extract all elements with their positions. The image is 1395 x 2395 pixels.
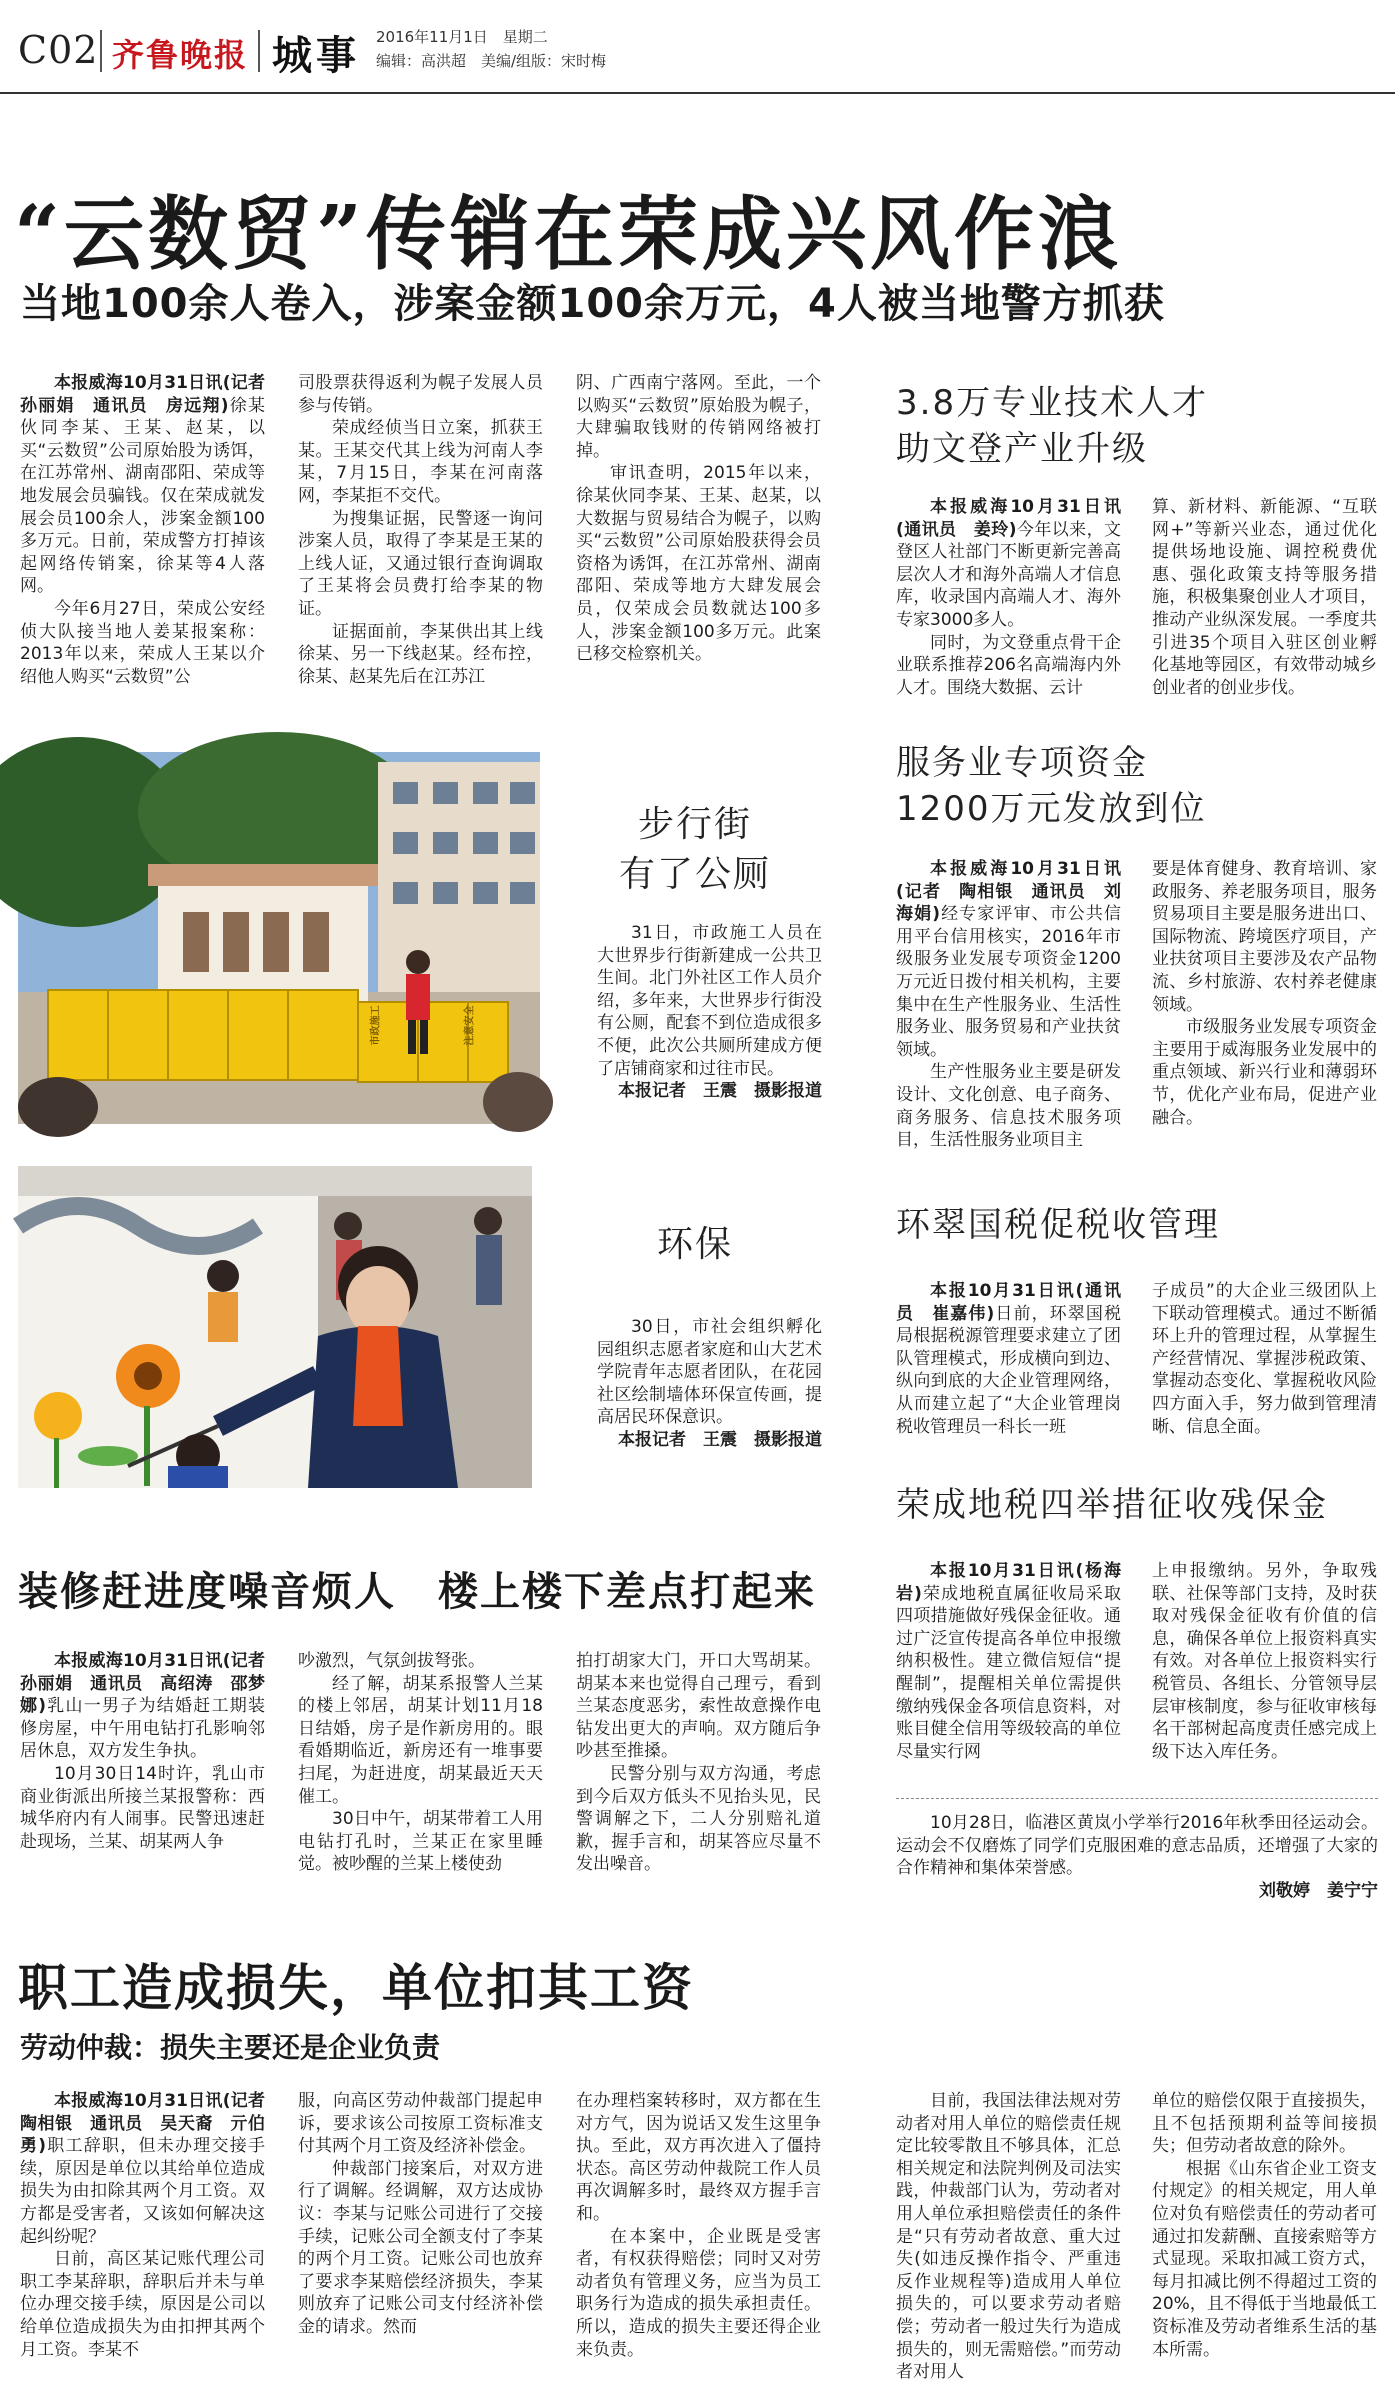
labor-col4: 目前，我国法律法规对劳动者对用人单位的赔偿责任规定比较零散且不够具体，汇总相关规定和法院判例及司法实践，仲裁部门认为，劳动者对用人单位承担赔偿责任的条件是“只有劳动者故意、重大过失(如违反操作指令、严重违反作业规程等)造成用人单位损失的，可以要求劳动者赔偿；劳动者一般过失行为造成损失的，则无需赔偿。”而劳动者对用人 (896, 2091, 1121, 2383)
labor-headline: 职工造成损失，单位扣其工资 (18, 1958, 694, 2017)
noise-col2: 吵激烈，气氛剑拔弩张。 经了解，胡某系报警人兰某的楼上邻居，胡某计划11月18日结婚，房子是作新房用的。眼看婚期临近，新房还有一堆事要扫尾，为赶进度，胡某最近天天催工。 30日中午，胡某带着工人用电钻打孔时，兰某正在家里睡觉。被吵醒的兰某上楼使劲 (298, 1651, 543, 1875)
main-headline: “云数贸”传销在荣成兴风作浪 (14, 187, 1123, 281)
noise-col3: 拍打胡家大门，开口大骂胡某。胡某本来也觉得自己理亏，看到兰某态度恶劣，索性故意操作电钻发出更大的声响。双方随后争吵甚至推搡。 民警分别与双方沟通，考虑到今后双方低头不见抬头见，民警调解之下，二人分别赔礼道歉，握手言和，胡某答应尽量不发出噪音。 (576, 1651, 821, 1875)
toilet-headline: 步行街 有了公厕 (618, 804, 771, 895)
issue-date: 2016年11月1日 星期二 (376, 28, 548, 46)
labor-col2: 服，向高区劳动仲裁部门提起申诉，要求该公司按原工资标准支付其两个月工资及经济补偿金。 仲裁部门接案后，对双方进行了调解。经调解，双方达成协议：李某与记账公司进行了交接手续，记账公司全额支付了李某的两个月工资。记账公司也放弃了要求李某赔偿经济损失，李某则放弃了记账公司支付经济补偿金的请求。然而 (298, 2091, 543, 2337)
main-story-col2: 司股票获得返利为幌子发展人员参与传销。 荣成经侦当日立案，抓获王某。王某交代其上线为河南人李某，7月15日，李某在河南落网，李某拒不交代。 为搜集证据，民警逐一询问涉案人员，取得了李某是王某的上线人证，又通过银行查询调取了王某将会员费打给李某的物证。 证据面前，李某供出其上线徐某、另一下线赵某。经布控，徐某、赵某先后在江苏江 (298, 373, 543, 687)
tax-col1: 本报10月31日讯(通讯员 崔嘉伟)日前，环翠国税局根据税源管理要求建立了团队管理模式，形成横向到边、纵向到底的大企业管理网络，从而建立起了“大企业管理岗税收管理员一科长一班 (896, 1281, 1121, 1437)
main-story-col1: 本报威海10月31日讯(记者 孙丽娟 通讯员 房远翔)徐某伙同李某、王某、赵某，以买“云数贸”公司原始股为诱饵，在江苏常州、湖南邵阳、荣成等地发展会员骗钱。仅在荣成就发展会员100余人，涉案金额100多万元。日前，荣成警方打掉该起网络传销案，徐某等4人落网。 今年6月27日，荣成公安经侦大队接当地人姜某报案称：2013年以来，荣成人王某以介绍他人购买“云数贸”公 (20, 373, 282, 687)
barrier-sign-text: 注意安全 (464, 1005, 476, 1046)
talent-col1: 本报威海10月31日讯(通讯员 姜玲)今年以来，文登区人社部门不断更新完善高层次人才和海外高端人才信息库，收录国内高端人才、海外专家3000多人。 同时，为文登重点骨干企业联系推荐206名高端海内外人才。围绕大数据、云计 (896, 497, 1122, 698)
toilet-caption: 31日，市政施工人员在大世界步行街新建成一公共卫生间。北门外社区工作人员介绍，多年来，大世界步行街没有公厕，配套不到位造成很多不便，此次公共厕所建成方便了店铺商家和过往市民。 本报记者 王震 摄影报道 (597, 923, 822, 1102)
tax-headline: 环翠国税促税收管理 (896, 1205, 1220, 1245)
photo-credit: 本报记者 王震 摄影报道 (618, 1081, 822, 1102)
noise-headline: 装修赶进度噪音烦人 楼上楼下差点打起来 (18, 1568, 816, 1615)
fund-col1: 本报威海10月31日讯(记者 陶相银 通讯员 刘海娟)经专家评审、市公共信用平台信用核实，2016年市级服务业发展专项资金1200万元近日拨付相关机构，主要集中在生产性服务业、生活性服务业、服务贸易和产业扶贫领域。 生产性服务业主要是研发设计、文化创意、电子商务、商务服务、信息技术服务项目，生活性服务业项目主 (896, 859, 1121, 1151)
labor-col3: 在办理档案转移时，双方都在生对方气，因为说话又发生这里争执。至此，双方再次进入了僵持状态。高区劳动仲裁院工作人员再次调解多时，最终双方握手言和。 在本案中，企业既是受害者，有权获得赔偿；同时又对劳动者负有管理义务，应当为员工职务行为造成的损失承担责任。所以，造成的损失主要还得企业来负责。 (576, 2091, 821, 2360)
landtax-col1: 本报10月31日讯(杨海岩)荣成地税直属征收局采取四项措施做好残保金征收。通过广泛宣传提高各单位申报缴纳积极性。建立微信短信“提醒制”，提醒相关单位需提供缴纳残保金各项信息资料，对账目健全信用等级较高的单位尽量实行网 (896, 1561, 1121, 1762)
divider (896, 1798, 1378, 1799)
photo-credit: 本报记者 王震 摄影报道 (618, 1429, 822, 1450)
header-divider (100, 30, 102, 72)
landtax-col2: 上申报缴纳。另外，争取残联、社保等部门支持，及时获取对残保金征收有价值的信息，确保各单位上报资料真实有效。对各单位上报资料实行税管员、各组长、分管领导层层审核制度，参与征收审核每名干部树起高度责任感完成上级下达入库任务。 (1152, 1561, 1377, 1762)
mural-photo (18, 1166, 532, 1488)
page-number: C02 (18, 28, 99, 72)
mural-caption: 30日，市社会组织孵化园组织志愿者家庭和山大艺术学院青年志愿者团队，在花园社区绘制墙体环保宣传画，提高居民环保意识。 本报记者 王震 摄影报道 (597, 1317, 822, 1450)
toilet-photo (18, 752, 540, 1124)
noise-col1: 本报威海10月31日讯(记者 孙丽娟 通讯员 高绍涛 邵梦娜)乳山一男子为结婚赶工期装修房屋，中午用电钻打孔影响邻居休息，双方发生争执。 10月30日14时许，乳山市商业街派出所接兰某报警称：西城华府内有人闹事。民警迅速赶赴现场，兰某、胡某两人争 (20, 1651, 282, 1852)
landtax-headline: 荣成地税四举措征收残保金 (896, 1485, 1328, 1525)
labor-col1: 本报威海10月31日讯(记者 陶相银 通讯员 吴天裔 亓伯勇)职工辞职，但未办理交接手续，原因是单位以其给单位造成损失为由扣除其两个月工资。双方都是受害者，又该如何解决这起纠纷呢？ 日前，高区某记账代理公司职工李某辞职，辞职后并未与单位办理交接手续，原因是公司以给单位造成损失为由扣押其两个月工资。李某不 (20, 2091, 282, 2360)
sports-photo-caption: 10月28日，临港区黄岚小学举行2016年秋季田径运动会。运动会不仅磨炼了同学们克服困难的意志品质，还增强了大家的合作精神和集体荣誉感。 刘敬婷 姜宁宁 (896, 1813, 1378, 1901)
header-divider (258, 30, 260, 72)
labor-col5: 单位的赔偿仅限于直接损失，且不包括预期利益等间接损失；但劳动者故意的除外。 根据《山东省企业工资支付规定》的相关规定，用人单位对负有赔偿责任的劳动者可通过扣发薪酬、直接索赔等方式显现。采取扣减工资方式，每月扣减比例不得超过工资的20%，且不得低于当地最低工资标准及劳动者维系生活的基本所需。 (1152, 2091, 1377, 2360)
main-subheadline: 当地100余人卷入，涉案金额100余万元，4人被当地警方抓获 (20, 281, 1165, 327)
header-rule (0, 92, 1395, 94)
section-name: 城事 (272, 33, 360, 79)
talent-col2: 算、新材料、新能源、“互联网+”等新兴业态，通过优化提供场地设施、调控税费优惠、强化政策支持等服务措施，积极集聚创业人才项目，推动产业纵深发展。一季度共引进35个项目入驻区创业孵化基地等园区，有效带动城乡创业者的创业步伐。 (1152, 497, 1377, 698)
mural-headline: 环保 (656, 1224, 733, 1265)
tax-col2: 子成员”的大企业三级团队上下联动管理模式。通过不断循环上升的管理过程，从掌握生产经营情况、掌握涉税政策、掌握动态变化、掌握税收风险四方面入手，努力做到管理清晰、信息全面。 (1152, 1281, 1377, 1437)
editor-credit: 编辑：高洪超 美编/组版：宋时梅 (376, 52, 607, 70)
photo-credit: 刘敬婷 姜宁宁 (1259, 1880, 1378, 1901)
talent-headline: 3.8万专业技术人才 助文登产业升级 (896, 383, 1209, 469)
fund-headline: 服务业专项资金 1200万元发放到位 (896, 743, 1207, 829)
main-story-col3: 阴、广西南宁落网。至此，一个以购买“云数贸”原始股为幌子，大肆骗取钱财的传销网络被打掉。 审讯查明，2015年以来，徐某伙同李某、王某、赵某，以大数据与贸易结合为幌子，以购买“云数贸”公司原始股获得会员资格为诱饵，在江苏常州、湖南邵阳、荣成等地方大肆发展会员，仅荣成会员数就达100多人，涉案金额100多万元。此案已移交检察机关。 (576, 373, 821, 665)
barrier-sign-text: 市政施工 (370, 1005, 382, 1046)
labor-subheadline: 劳动仲裁：损失主要还是企业负责 (20, 2031, 441, 2064)
newspaper-logo: 齐鲁晚报 (112, 36, 249, 74)
fund-col2: 要是体育健身、教育培训、家政服务、养老服务项目，服务贸易项目主要是服务进出口、国际物流、跨境医疗项目，产业扶贫项目主要涉及农产品物流、乡村旅游、农村养老健康领域。 市级服务业发展专项资金主要用于威海服务业发展中的重点领域、新兴行业和薄弱环节，优化产业布局，促进产业融合。 (1152, 859, 1377, 1128)
main-story-lead: 本报威海10月31日讯(记者 孙丽娟 通讯员 房远翔) (20, 373, 282, 416)
